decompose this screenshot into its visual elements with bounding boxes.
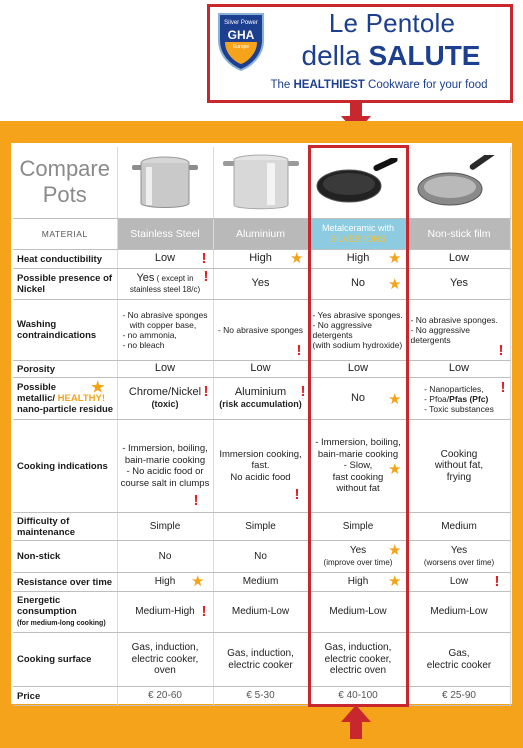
brand-tagline [246,79,512,91]
heat-label: Heat conductibility [13,250,117,269]
star-icon: ★ [388,250,402,267]
nonstick-alu: No [213,541,309,573]
material-nonstick-film: Non-stick film [407,219,510,250]
metallic-steel [117,378,213,420]
resistance-non-value: Low [449,576,469,588]
metallic-non-line3: - Toxic substances [424,403,494,414]
warning-icon: ! [296,342,302,359]
wash-meta-line2: - No aggressive detergents [312,320,373,340]
star-icon: ★ [388,391,402,408]
warning-icon: ! [201,250,207,267]
nonstick-steel: No [117,541,213,573]
metallic-label-a: Possible [17,382,57,393]
heat-steel [117,250,213,269]
cooking-alu [213,420,309,513]
porosity-non: Low [407,361,510,378]
row-washing [13,300,510,361]
nonstick-meta [309,541,407,573]
material-metalceramic [309,219,407,250]
washing-label: Washing contraindications [13,300,117,361]
price-alu: € 5-30 [213,687,309,706]
brand-title-line1: Le Pentole [328,8,456,38]
star-icon: ★ [388,573,402,590]
cooking-meta-5: without fat [336,483,380,495]
surface-alu [213,633,309,687]
metallic-non [407,378,510,420]
cooking-alu-1: Immersion cooking, [219,448,302,460]
nickel-non: Yes [407,269,510,300]
resistance-label: Resistance over time [13,573,117,592]
porosity-label: Porosity [13,361,117,378]
nickel-label: Possible presence of Nickel [13,269,117,300]
warning-icon: ! [193,492,199,509]
wash-non-line1: - No abrasive sponges. [410,315,498,325]
healthy-label: HEALTHY! [57,393,105,404]
warning-icon: ! [500,379,506,396]
surface-non-1: Gas, [448,648,470,659]
surface-non-2: electric cooker [426,659,492,671]
star-icon: ★ [290,250,304,267]
surface-meta-3: electric oven [329,665,387,677]
cooking-steel [117,420,213,513]
surface-non [407,633,510,687]
comparison-table [13,145,511,707]
metallic-steel-b: (toxic) [151,398,179,409]
cooking-meta-3: - Slow, [343,460,373,472]
logo-bottom-text: Europe [232,44,250,50]
wash-alu [213,300,309,361]
cooking-steel-2: bain-marie cooking [124,454,206,466]
nonstick-non [407,541,510,573]
metallic-non-line2b: Pfas (Pfc) [449,393,489,404]
brand-title-salute: SALUTE [368,40,481,71]
nonstick-pan-image [407,147,510,219]
row-porosity [13,361,510,378]
energy-label-b: (for medium-long cooking) [17,620,106,627]
star-icon: ★ [388,461,402,478]
row-nonstick [13,541,510,573]
wash-steel-line3: - no ammonia, [122,330,177,340]
difficulty-non: Medium [407,513,510,541]
row-price [13,687,510,706]
nickel-steel-note1: ( except in [154,273,194,283]
logo-mid-text: GHA [227,28,255,42]
energy-alu: Medium-Low [213,592,309,633]
wash-meta-line1: - Yes abrasive sponges. [312,310,403,320]
star-icon: ★ [91,379,105,396]
cooking-meta-4: fast cooking [332,471,384,483]
metallic-alu [213,378,309,420]
difficulty-meta: Simple [309,513,407,541]
metallic-non-line1: - Nanoparticles, [424,383,484,394]
aluminium-pot-image [213,147,309,219]
nickel-steel [117,269,213,300]
row-cooking-surface [13,633,510,687]
row-energy [13,592,510,633]
wash-steel-line2: with copper base, [127,320,197,330]
energy-steel [117,592,213,633]
cooking-label: Cooking indications [13,420,117,513]
surface-steel-3: oven [154,665,176,677]
resistance-steel [117,573,213,592]
metallic-steel-a: Chrome/Nickel [128,386,202,398]
tagline-healthiest: HEALTHIEST [293,79,365,91]
nonstick-non-b: (worsens over time) [423,557,495,567]
stainless-pot-icon [130,153,200,211]
wash-meta [309,300,407,361]
row-cooking-indications [13,420,510,513]
surface-steel-1: Gas, induction, [131,642,199,654]
material-label: MATERIAL [13,219,117,250]
metallic-alu-a: Aluminium [234,386,287,398]
title-line1: Compare [19,156,110,182]
wash-steel-line1: - No abrasive sponges [122,310,208,320]
heat-alu-value: High [249,252,272,265]
cooking-meta-1: - Immersion, boiling, [315,437,401,449]
energy-label [13,592,117,633]
cooking-non [407,420,510,513]
nonstick-pan-icon [416,155,502,209]
energy-label-a: Energetic consumption [17,595,77,617]
gha-shield-logo [215,10,267,72]
metallic-meta-value: No [350,391,366,404]
surface-label: Cooking surface [13,633,117,687]
title-line2: Pots [42,182,87,208]
warning-icon: ! [494,573,500,590]
heat-meta [309,250,407,269]
brand-title-line2 [270,40,512,72]
stainless-steel-pot-image [117,147,213,219]
metallic-label-b: metallic/ [17,393,58,404]
cooking-steel-1: - Immersion, boiling, [122,443,208,454]
pots-image-row [13,147,510,219]
nickel-meta-value: No [350,277,366,290]
metallic-label-c: nano-particle residue [17,404,114,415]
silver-ions-label: SILVER IONS [330,234,386,244]
cooking-alu-3: No acidic food [230,471,291,483]
heat-steel-value: Low [154,252,176,265]
nickel-steel-yes: Yes [136,271,155,284]
cooking-non-3: frying [446,471,472,483]
nickel-steel-note2: stainless steel 18/c) [129,285,201,294]
metallic-meta [309,378,407,420]
material-row [13,219,510,250]
difficulty-steel: Simple [117,513,213,541]
warning-icon: ! [203,268,209,285]
metallic-label [13,378,117,420]
row-nickel [13,269,510,300]
aluminium-pot-icon [221,153,301,211]
brand-title-della: della [301,40,369,71]
arrow-up-icon [341,705,371,739]
metalceramic-with: Metalceramic with [321,223,395,233]
compare-pots-title [13,147,117,219]
nonstick-meta-b: (improve over time) [323,557,393,567]
warning-icon: ! [300,383,306,400]
heat-non: Low [407,250,510,269]
nickel-alu: Yes [213,269,309,300]
wash-non-line2: - No aggressive detergents [410,325,471,345]
wash-non [407,300,510,361]
cooking-meta-2: bain-marie cooking [317,448,399,460]
cooking-steel-3: - No acidic food or [126,466,204,477]
price-steel: € 20-60 [117,687,213,706]
energy-non: Medium-Low [407,592,510,633]
energy-meta: Medium-Low [309,592,407,633]
wash-steel-line4: - no bleach [122,340,165,350]
cooking-non-2: without fat, [434,460,484,472]
material-aluminium: Aluminium [213,219,309,250]
heat-alu [213,250,309,269]
tagline-end: Cookware for your food [364,79,488,91]
surface-meta [309,633,407,687]
cooking-steel-4: course salt in clumps [120,477,210,489]
wash-meta-line3: (with sodium hydroxide) [312,340,403,350]
resistance-meta [309,573,407,592]
row-difficulty [13,513,510,541]
metallic-non-line2a: - Pfoa/ [424,393,450,404]
resistance-steel-value: High [154,576,176,588]
logo-top-text: Silver Power [224,20,258,26]
warning-icon: ! [294,486,300,503]
surface-steel-2: electric cooker, [131,653,199,665]
surface-alu-2: electric cooker [228,659,293,671]
nickel-meta [309,269,407,300]
row-metallic-residue [13,378,510,420]
price-meta: € 40-100 [309,687,407,706]
row-resistance [13,573,510,592]
metalceramic-pan-image [309,147,407,219]
difficulty-label: Difficulty of maintenance [13,513,117,541]
heat-meta-value: High [346,252,370,265]
resistance-non [407,573,510,592]
tagline-start: The [270,79,294,91]
cooking-meta [309,420,407,513]
surface-alu-1: Gas, induction, [227,648,294,659]
nonstick-meta-a: Yes [349,545,367,556]
warning-icon: ! [498,342,504,359]
resistance-alu: Medium [213,573,309,592]
price-label: Price [13,687,117,706]
star-icon: ★ [388,276,402,293]
porosity-meta: Low [309,361,407,378]
porosity-alu: Low [213,361,309,378]
row-heat-conductibility [13,250,510,269]
wash-alu-value: - No abrasive sponges [217,325,304,335]
price-non: € 25-90 [407,687,510,706]
surface-steel [117,633,213,687]
warning-icon: ! [201,603,207,620]
resistance-meta-value: High [347,576,369,588]
wash-steel [117,300,213,361]
cooking-alu-2: fast. [251,460,270,472]
surface-meta-1: Gas, induction, [324,642,392,654]
metallic-alu-b: (risk accumulation) [219,398,302,409]
star-icon: ★ [388,542,402,559]
metalceramic-pan-icon [315,158,401,208]
cooking-non-1: Cooking [440,448,478,460]
difficulty-alu: Simple [213,513,309,541]
star-icon: ★ [191,573,205,590]
surface-meta-2: electric cooker, [324,653,392,665]
warning-icon: ! [203,383,209,400]
material-stainless-steel: Stainless Steel [117,219,213,250]
porosity-steel: Low [117,361,213,378]
nonstick-label: Non-stick [13,541,117,573]
energy-steel-value: Medium-High [135,606,195,618]
nonstick-non-a: Yes [450,545,468,556]
